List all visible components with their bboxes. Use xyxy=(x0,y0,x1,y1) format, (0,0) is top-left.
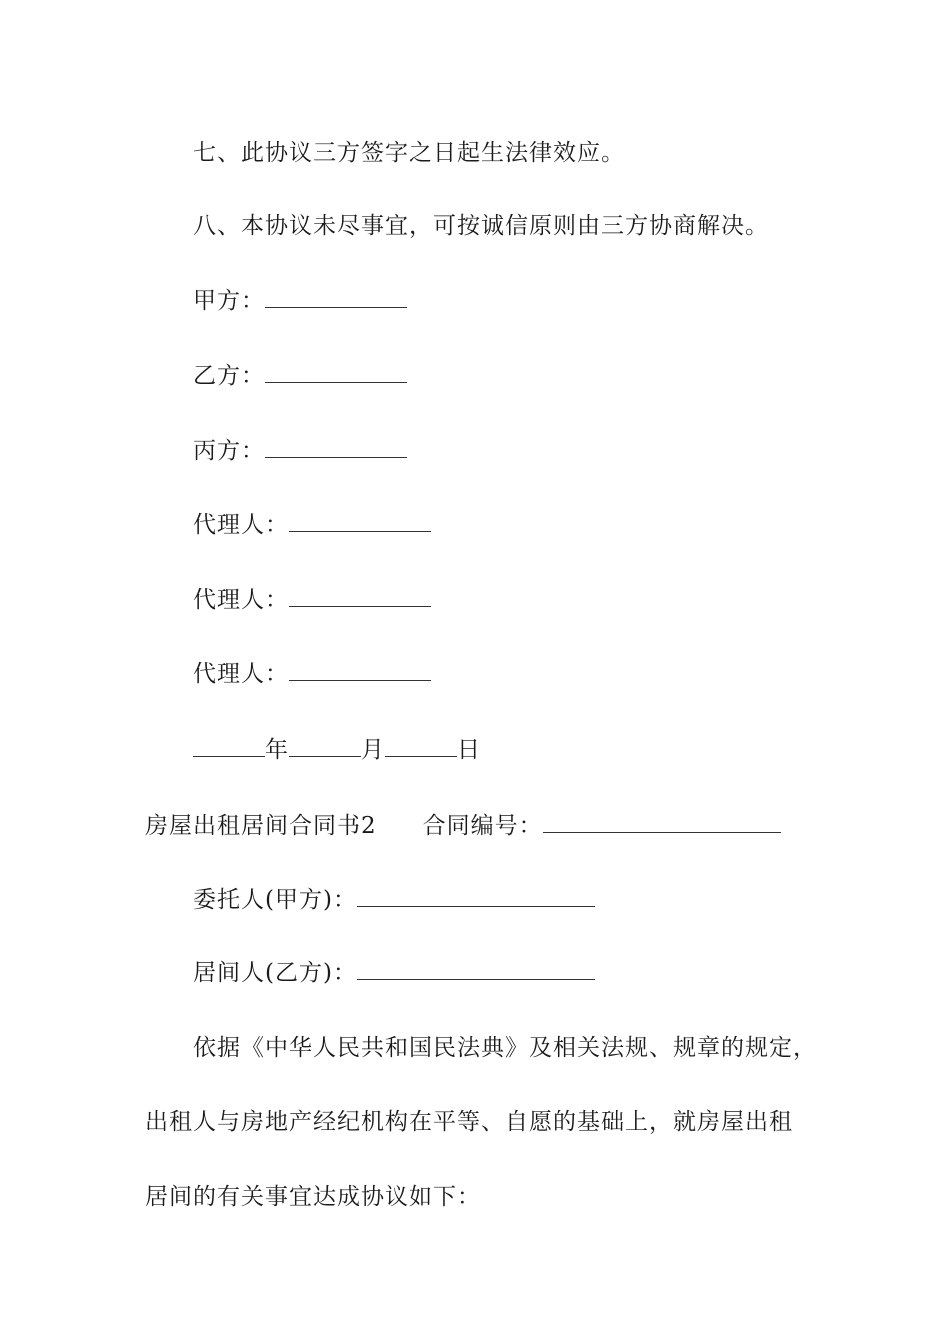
signature-agent-3 xyxy=(193,658,431,689)
party-a-blank xyxy=(265,285,407,308)
contract-number-blank xyxy=(543,810,781,833)
signature-party-c xyxy=(193,435,407,466)
principal-label: 委托人(甲方)： xyxy=(193,887,357,913)
principal-line xyxy=(193,884,595,915)
year-label: 年 xyxy=(265,737,289,763)
agent-3-blank xyxy=(289,658,431,681)
intermediary-line xyxy=(193,957,595,988)
agent-1-blank xyxy=(289,509,431,532)
agent-2-label: 代理人： xyxy=(193,587,289,613)
day-blank xyxy=(385,734,457,757)
clause-seven: 七、此协议三方签字之日起生法律效应。 xyxy=(193,140,625,166)
agent-3-label: 代理人： xyxy=(193,661,289,687)
signature-party-b xyxy=(193,360,407,391)
party-c-blank xyxy=(265,435,407,458)
signature-agent-1 xyxy=(193,509,431,540)
signature-agent-2 xyxy=(193,584,431,615)
party-a-label: 甲方： xyxy=(193,288,265,314)
preamble-line-1: 依据《中华人民共和国民法典》及相关法规、规章的规定， xyxy=(193,1035,817,1061)
contract-number-label: 合同编号： xyxy=(422,813,543,839)
month-blank xyxy=(289,734,361,757)
preamble-line-3: 居间的有关事宜达成协议如下： xyxy=(145,1184,481,1210)
month-label: 月 xyxy=(361,737,385,763)
contract-header xyxy=(145,810,781,841)
signature-party-a xyxy=(193,285,407,316)
principal-blank xyxy=(357,884,595,907)
party-b-label: 乙方： xyxy=(193,363,265,389)
party-c-label: 丙方： xyxy=(193,438,265,464)
agent-1-label: 代理人： xyxy=(193,512,289,538)
party-b-blank xyxy=(265,360,407,383)
year-blank xyxy=(193,734,265,757)
day-label: 日 xyxy=(457,737,481,763)
contract-title: 房屋出租居间合同书2 xyxy=(145,813,377,839)
agent-2-blank xyxy=(289,584,431,607)
clause-eight: 八、本协议未尽事宜，可按诚信原则由三方协商解决。 xyxy=(193,213,769,239)
date-line xyxy=(193,734,481,765)
intermediary-blank xyxy=(357,957,595,980)
intermediary-label: 居间人(乙方)： xyxy=(193,960,357,986)
preamble-line-2: 出租人与房地产经纪机构在平等、自愿的基础上，就房屋出租 xyxy=(145,1109,793,1135)
